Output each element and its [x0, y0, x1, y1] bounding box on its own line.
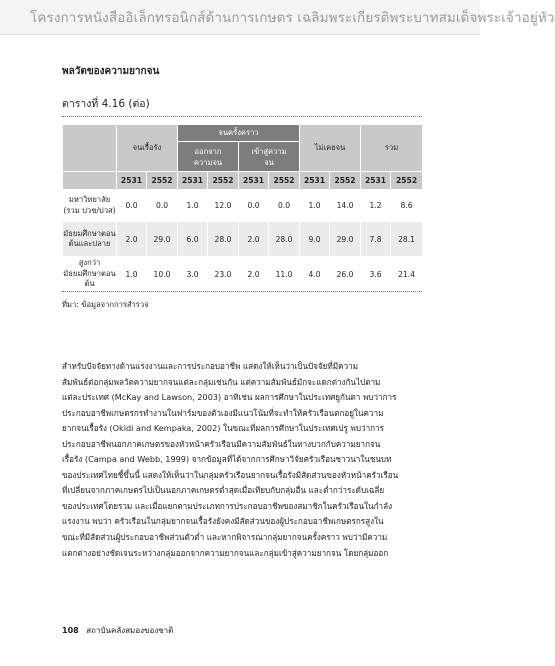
table-cell: 8.6 — [391, 190, 423, 222]
table-cell: 1.0 — [117, 257, 147, 292]
col-escape-label: ออกจากความจน — [193, 146, 223, 167]
table-cell: 11.0 — [269, 257, 300, 292]
body-line: ประกอบอาชีพนอกภาคเกษตรของหัวหน้าครัวเรือนมีความสัมพันธ์ในทางบวกกับความยากจน — [62, 438, 381, 449]
col-chronic-header: จนเรื้อรัง — [117, 125, 178, 172]
table-cell: 14.0 — [330, 190, 361, 222]
table-cell: 3.6 — [361, 257, 391, 292]
table-source-note: ที่มา: ข้อมูลจากการสำรวจ — [62, 300, 149, 309]
table-cell: 28.0 — [269, 222, 300, 257]
table-cell: 0.0 — [117, 190, 147, 222]
col-enter-header — [239, 142, 300, 172]
year-header: 2552 — [147, 172, 178, 190]
table-cell: 26.0 — [330, 257, 361, 292]
table-row — [63, 190, 423, 222]
body-line: ที่เปลี่ยนจากภาคเกษตรไปเป็นนอกภาคเกษตรต่ำสุดเมื่อเทียบกับกลุ่มอื่น และต่ำกว่าระดับเฉลี่ย — [62, 485, 385, 496]
table-top-rule — [62, 116, 422, 117]
table-cell: 10.0 — [147, 257, 178, 292]
year-header: 2552 — [208, 172, 239, 190]
year-header: 2552 — [391, 172, 423, 190]
table-row — [63, 222, 423, 257]
table-cell: 1.0 — [178, 190, 208, 222]
col-total-header: รวม — [361, 125, 423, 172]
header-title: โครงการหนังสืออิเล็กทรอนิกส์ด้านการเกษตร เฉลิมพระเกียรติพระบาทสมเด็จพระเจ้าอยู่หัว — [30, 10, 555, 26]
table-cell: 28.1 — [391, 222, 423, 257]
table-cell: 9.0 — [300, 222, 330, 257]
row-label: สูงกว่ามัธยมศึกษาตอนต้น — [63, 257, 117, 292]
year-header: 2531 — [361, 172, 391, 190]
table-cell: 12.0 — [208, 190, 239, 222]
body-line: สัมพันธ์ต่อกลุ่มพลวัตความยากจนแต่ละกลุ่มเช่นกัน แต่ความสัมพันธ์มักจะแตกต่างกันไปตาม — [62, 376, 381, 387]
col-escape-header — [178, 142, 239, 172]
year-empty-cell — [63, 172, 117, 190]
table-cell: 28.0 — [208, 222, 239, 257]
row-label: มัธยมศึกษาตอนต้นและปลาย — [63, 222, 117, 257]
table-cell: 23.0 — [208, 257, 239, 292]
table-cell: 2.0 — [117, 222, 147, 257]
body-line: ของประเทศโดยรวม และเมื่อแยกตามประเภทการประกอบอาชีพของสมาชิกในครัวเรือนในกำลัง — [62, 500, 393, 511]
table-cell: 6.0 — [178, 222, 208, 257]
table-cell: 2.0 — [239, 222, 269, 257]
table-cell: 0.0 — [269, 190, 300, 222]
page-header — [0, 0, 555, 35]
body-line: สำหรับปัจจัยทางด้านแรงงานและการประกอบอาชีพ แสดงให้เห็นว่าเป็นปัจจัยที่มีความ — [62, 361, 359, 371]
page-footer — [62, 624, 173, 637]
table-cell: 29.0 — [330, 222, 361, 257]
body-line: แรงงาน พบว่า ครัวเรือนในกลุ่มยากจนเรื้อรังยังคงมีสัดส่วนของผู้ประกอบอาชีพเกษตรกรสูงใน — [62, 516, 384, 527]
body-paragraph — [62, 359, 422, 561]
table-cell: 7.8 — [361, 222, 391, 257]
table-cell: 29.0 — [147, 222, 178, 257]
year-header: 2531 — [117, 172, 147, 190]
table-cell: 21.4 — [391, 257, 423, 292]
table-cell: 0.0 — [147, 190, 178, 222]
body-line: ยากจนเรื้อรัง (Okidi and Kempaka, 2002) ในขณะที่ผลการศึกษาในประเทศเปรู พบว่าการ — [62, 423, 384, 434]
year-header: 2531 — [239, 172, 269, 190]
table-caption: ตารางที่ 4.16 (ต่อ) — [62, 98, 150, 110]
col-enter-label: เข้าสู่ความจน — [251, 146, 287, 167]
col-group-header: จนครั้งคราว — [178, 125, 300, 142]
body-line: แต่ละประเทศ (McKay and Lawson, 2003) อาทิเช่น ผลการศึกษาในประเทศยูกันดา พบว่าการ — [62, 392, 397, 403]
table-cell: 0.0 — [239, 190, 269, 222]
table-cell: 1.0 — [300, 190, 330, 222]
header-empty-cell — [63, 125, 117, 172]
body-line: เรื้อรัง (Campa and Webb, 1999) จากข้อมูลที่ได้จากการศึกษาวิจัยครัวเรือนชาวนาในชนบท — [62, 454, 392, 465]
body-line: แตกต่างอย่างชัดเจนระหว่างกลุ่มออกจากความยากจนและกลุ่มเข้าสู่ความยากจน โดยกลุ่มออก — [62, 547, 389, 558]
year-header: 2531 — [178, 172, 208, 190]
table-cell: 4.0 — [300, 257, 330, 292]
col-never-header: ไม่เคยจน — [300, 125, 361, 172]
table-cell: 1.2 — [361, 190, 391, 222]
year-header: 2552 — [269, 172, 300, 190]
body-line: ขณะที่มีสัดส่วนผู้ประกอบอาชีพส่วนตัวต่ำ และหากพิจารณากลุ่มยากจนครั้งคราว พบว่ามีความ — [62, 532, 388, 543]
table-row — [63, 257, 423, 292]
body-line: ของประเทศไทยชี้ขึ้นนี้ แสดงให้เห็นว่าในกลุ่มครัวเรือนยากจนเรื้อรังมีสัดส่วนของหัวหน้าครัวเรือน — [62, 469, 399, 480]
publisher-name: สถาบันคลังสมองของชาติ — [86, 626, 174, 635]
section-title: พลวัตของความยากจน — [62, 66, 160, 77]
row-label: มหาวิทยาลัย (รวม ปวช/ปวส) — [63, 190, 117, 222]
page-number: 108 — [62, 626, 79, 635]
year-header: 2531 — [300, 172, 330, 190]
data-table — [62, 124, 423, 292]
year-header: 2552 — [330, 172, 361, 190]
body-line: ประกอบอาชีพเกษตรกรทำงานในฟาร์มของตัวเองมีแนวโน้มที่จะทำให้ครัวเรือนตกอยู่ในความ — [62, 407, 384, 418]
table-bottom-rule — [62, 291, 422, 292]
table-cell: 3.0 — [178, 257, 208, 292]
table-cell: 2.0 — [239, 257, 269, 292]
